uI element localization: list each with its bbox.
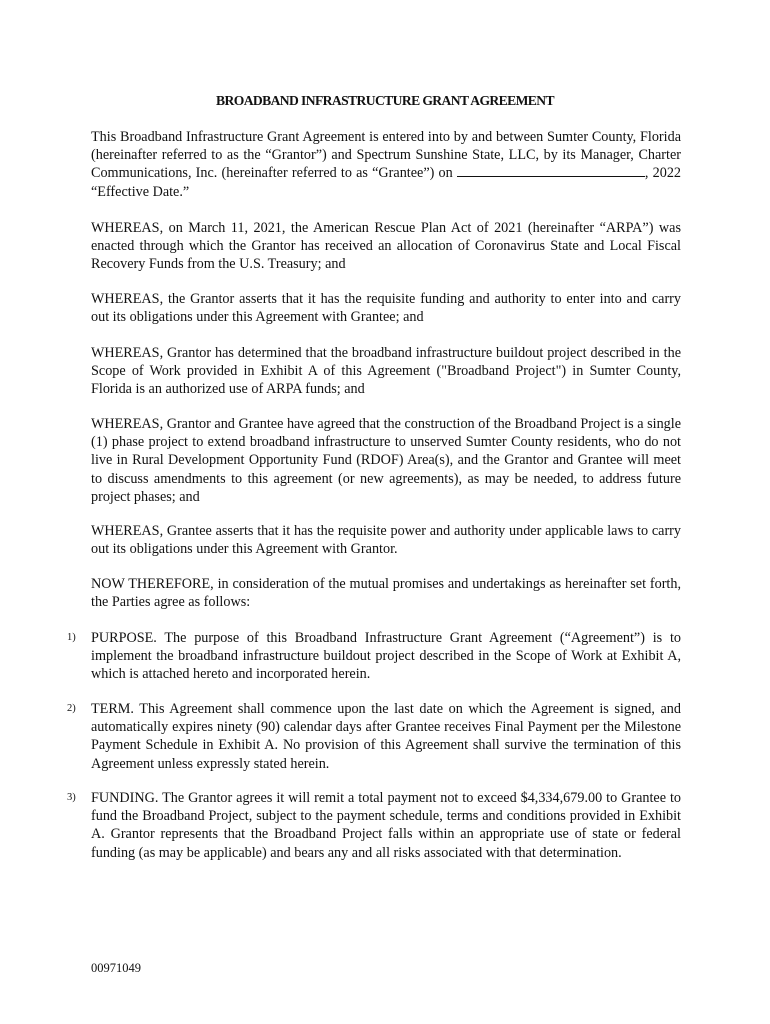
section-number: 2) (67, 703, 76, 714)
whereas-paragraph-2: WHEREAS, the Grantor asserts that it has the requisite funding and authority to enter into and carry out its obligations under this Agreement with Grantee; and (91, 291, 681, 326)
section-funding: FUNDING. The Grantor agrees it will remit a total payment not to exceed $4,334,679.00 to Grantee to fund the Broadband Project, subject to the payment schedule, terms and conditions provided in Exhibit A. Grantor represents that the Broadband Project falls within an appropriate use of state or federal funding (as may be applicable) and bears any and all risks associated with that determination. (91, 790, 681, 861)
document-id-footer: 00971049 (91, 961, 141, 975)
whereas-paragraph-3: WHEREAS, Grantor has determined that the broadband infrastructure buildout project described in the Scope of Work provided in Exhibit A of this Agreement ("Broadband Project") in Sumter County, Florida is an authorized use of ARPA funds; and (91, 345, 681, 398)
section-number: 3) (67, 792, 76, 803)
whereas-paragraph-1: WHEREAS, on March 11, 2021, the American Rescue Plan Act of 2021 (hereinafter “ARPA”) was enacted through which the Grantor has received an allocation of Coronavirus State and Local Fiscal Recovery Funds from the U.S. Treasury; and (91, 220, 681, 273)
intro-paragraph (91, 128, 681, 201)
whereas-paragraph-4: WHEREAS, Grantor and Grantee have agreed that the construction of the Broadband Project is a single (1) phase project to extend broadband infrastructure to unserved Sumter County residents, who do not live in Rural Development Opportunity Fund (RDOF) Area(s), and the Grantor and Grantee will meet to discuss amendments to this agreement (or new agreements), as may be needed, to address future project phases; and (91, 416, 681, 505)
intro-text: This Broadband Infrastructure Grant Agreement is entered into by and between Sumter County, Florida (hereinafter referred to as the “Grantor”) and Spectrum Sunshine State, LLC, by its Manager, Charter Communications, Inc. (hereinafter referred to as “Grantee”) on (91, 129, 681, 182)
intro-date-text: , 2022 “Effective Date.” (91, 165, 682, 200)
document-title: BROADBAND INFRASTRUCTURE GRANT AGREEMENT (216, 93, 554, 108)
section-term: TERM. This Agreement shall commence upon the last date on which the Agreement is signed, and automatically expires ninety (90) calendar days after Grantee receives Final Payment per the Milestone Payment Schedule in Exhibit A. No provision of this Agreement shall survive the termination of this Agreement unless expressly stated herein. (91, 701, 681, 772)
date-blank-line (457, 164, 645, 177)
whereas-paragraph-5: WHEREAS, Grantee asserts that it has the requisite power and authority under applicable laws to carry out its obligations under this Agreement with Grantor. (91, 523, 681, 558)
section-purpose: PURPOSE. The purpose of this Broadband Infrastructure Grant Agreement (“Agreement”) is to implement the broadband infrastructure buildout project described in the Scope of Work at Exhibit A, which is attached hereto and incorporated herein. (91, 630, 681, 683)
section-number: 1) (67, 632, 76, 643)
now-therefore-paragraph: NOW THEREFORE, in consideration of the mutual promises and undertakings as hereinafter set forth, the Parties agree as follows: (91, 576, 681, 611)
